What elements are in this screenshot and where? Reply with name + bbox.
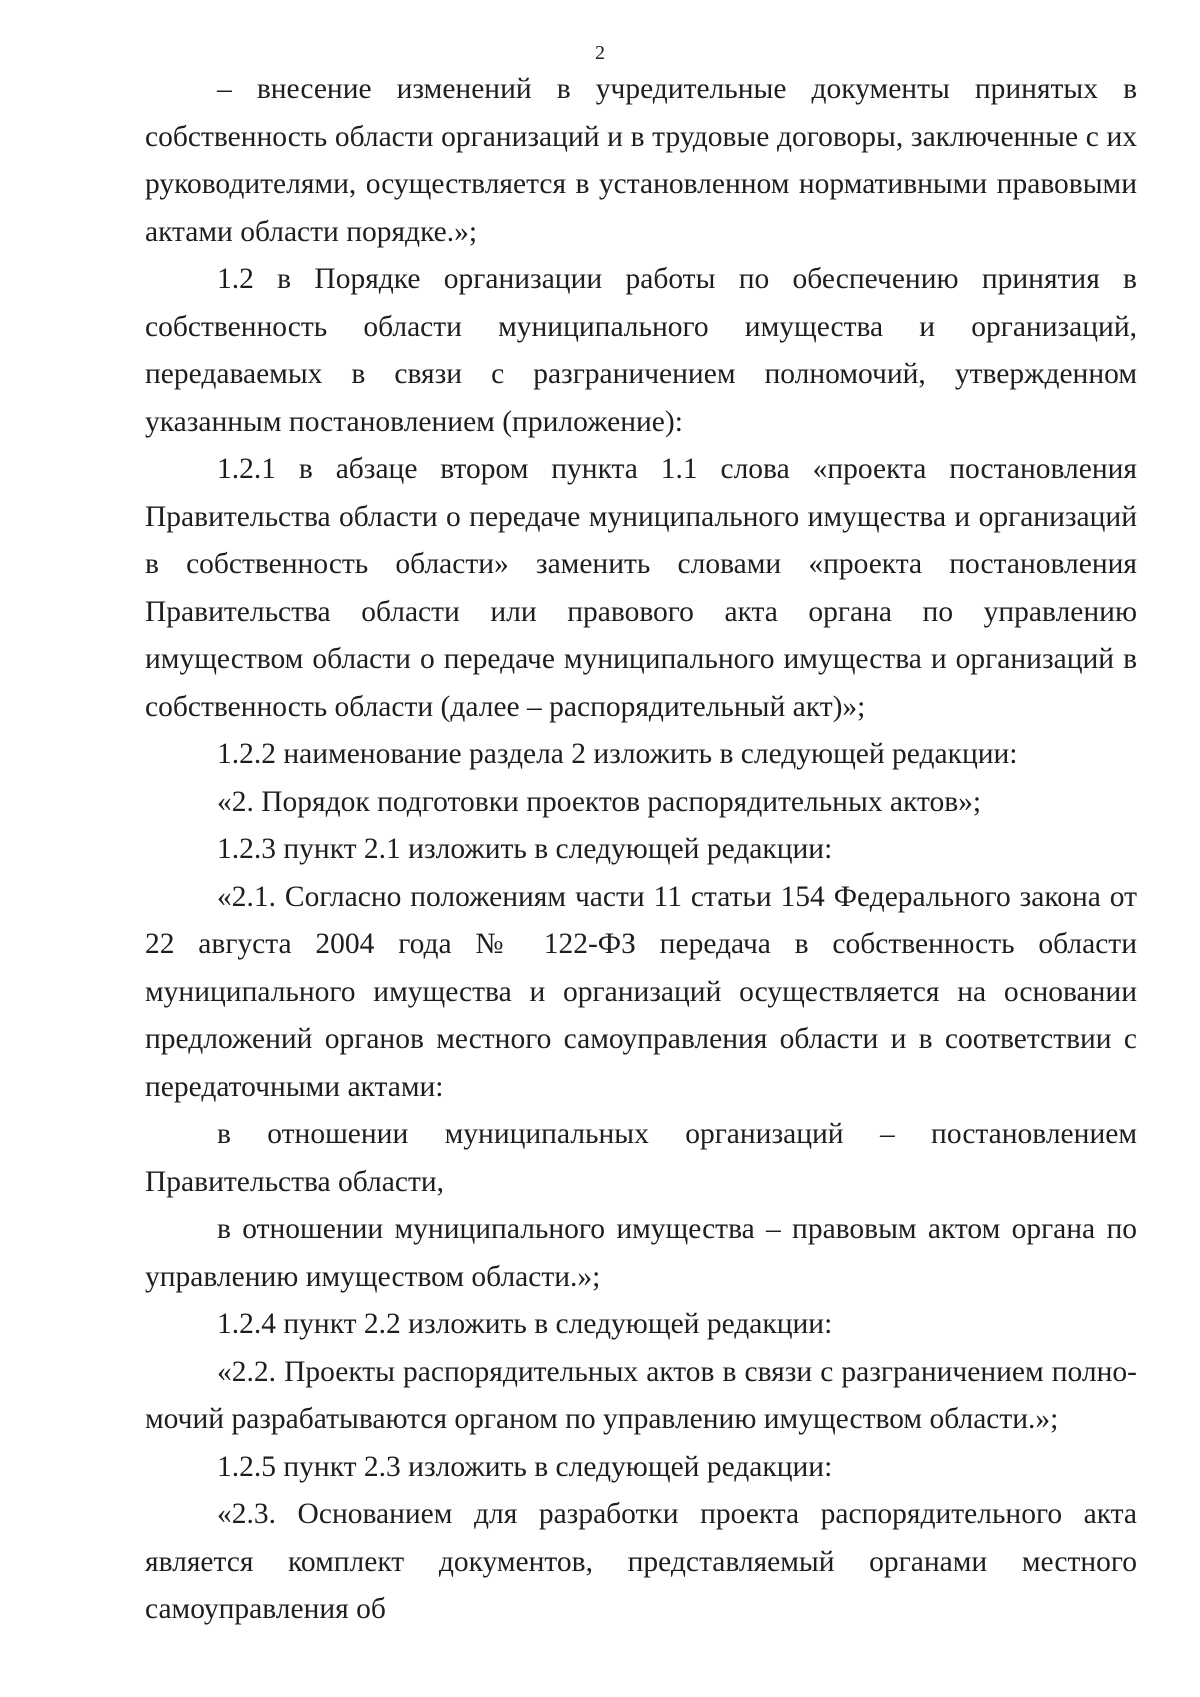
paragraph-2-1: «2.1. Согласно положениям части 11 статьи 154 Федерального закона от 22 августа 2004 года № 122-ФЗ передача в собственность области муниципального имущества и организаций осуществляется на основании предложений органов местного самоуправления области и в соответствии с передаточными актами: [145, 880, 1137, 1103]
document-body [145, 66, 1137, 1634]
paragraph-1-2-3: 1.2.3 пункт 2.1 изложить в следующей редакции: [217, 833, 833, 865]
paragraph-1-2: 1.2 в Порядке организации работы по обеспечению принятия в собственность области муниципального имущества и организаций, передаваемых в связи с разграничением полномочий, утвержденном указанным постановлением (приложение): [145, 263, 1137, 438]
paragraph-2-2: «2.2. Проекты распорядительных актов в связи с разграничением полномочий разрабатываются органом по управлению имуществом области.»; [145, 1355, 1137, 1435]
paragraph-2-3: «2.3. Основанием для разработки проекта распорядительного акта является комплект документов, представляемый органами местного самоуправления об [145, 1498, 1137, 1625]
paragraph-1-2-5: 1.2.5 пункт 2.3 изложить в следующей редакции: [217, 1450, 833, 1483]
paragraph-section-2-title: «2. Порядок подготовки проектов распорядительных актов»; [217, 785, 982, 818]
paragraph-1-2-1: 1.2.1 в абзаце втором пункта 1.1 слова «проекта постановления Правительства области о передаче муниципального имущества и организаций в собственность области» заменить словами «проекта постановления Правительства области или правового акта органа по управлению имуществом области о передаче муниципального имущества и организаций в собственность области (далее – распорядительный акт)»; [145, 453, 1137, 723]
paragraph-municipal-organizations: в отношении муниципальных организаций – постановлением Правительства области, [145, 1118, 1137, 1198]
paragraph-1-2-4: 1.2.4 пункт 2.2 изложить в следующей редакции: [217, 1308, 833, 1340]
page-number: 2 [595, 42, 605, 64]
paragraph-amendment-founding-documents: – внесение изменений в учредительные документы принятых в собственность области организаций и в трудовые договоры, заключенные с их руководителями, осуществляется в установленном нормативными правовыми актами области порядке.»; [145, 73, 1137, 248]
paragraph-1-2-2: 1.2.2 наименование раздела 2 изложить в следующей редакции: [217, 738, 1018, 770]
paragraph-municipal-property: в отношении муниципального имущества – правовым актом органа по управлению имуществом области.»; [145, 1213, 1137, 1293]
